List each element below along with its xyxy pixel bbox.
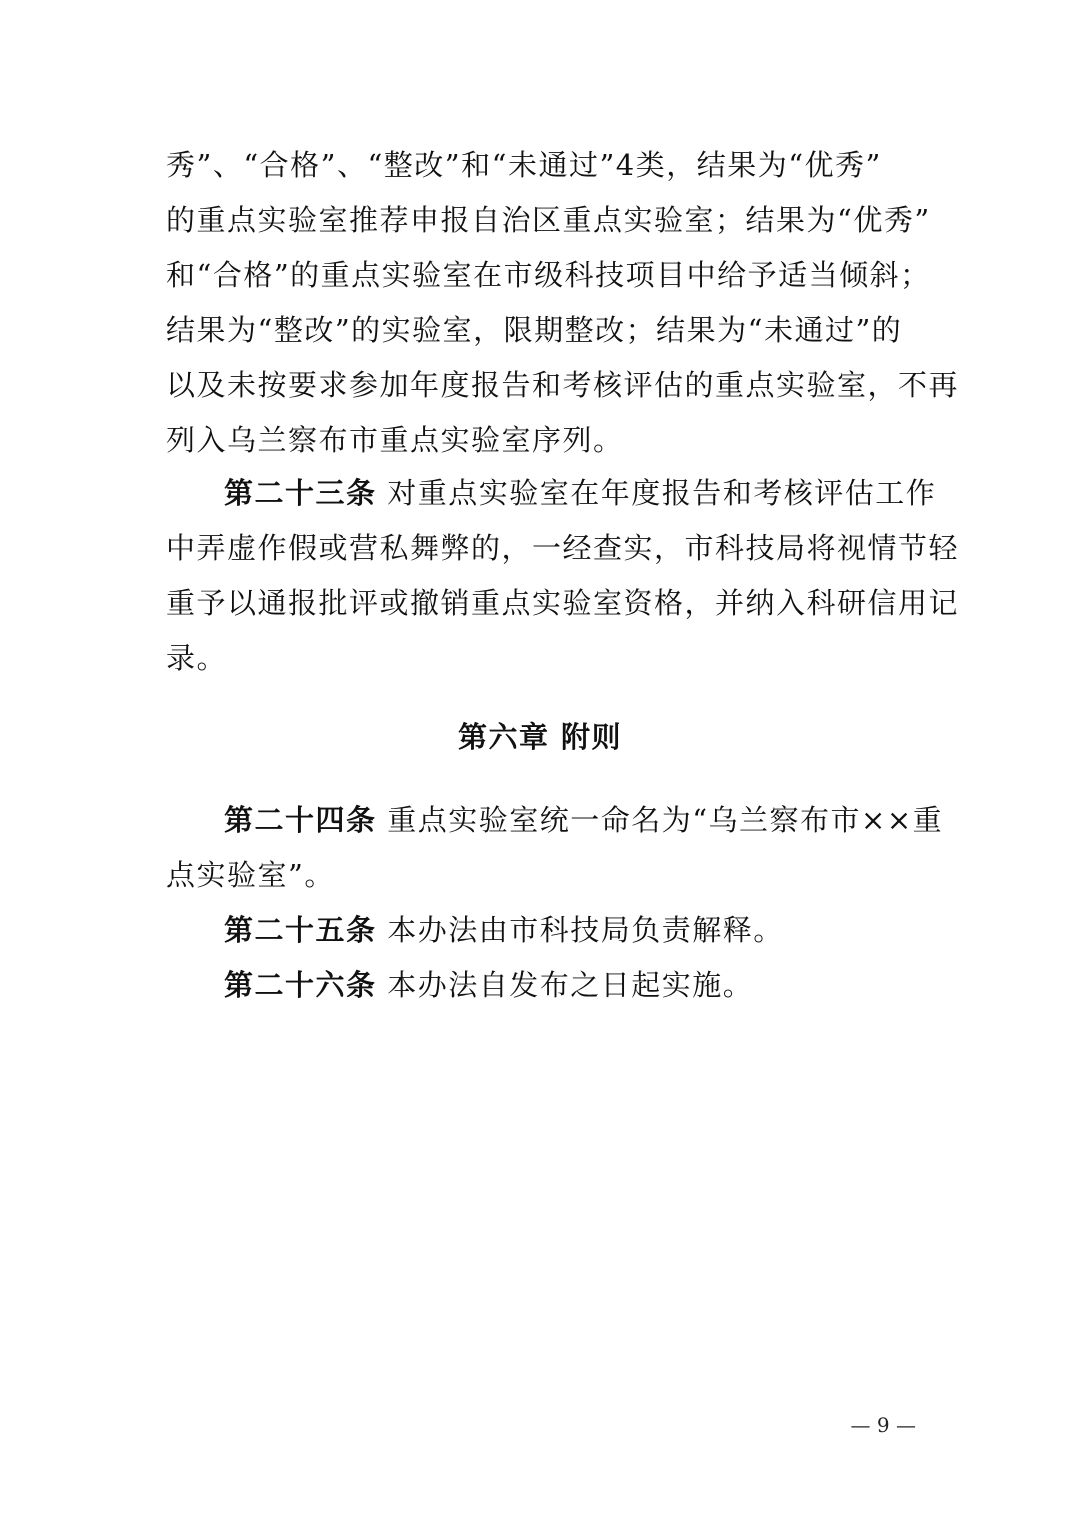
page-number: — 9 — xyxy=(850,1413,916,1437)
text-line: 秀”、“合格”、“整改”和“未通过”4类，结果为“优秀” xyxy=(166,148,882,182)
article-24-label: 第二十四条 xyxy=(224,803,377,837)
paragraph-evaluation-results xyxy=(166,138,960,468)
article-23-label: 第二十三条 xyxy=(224,476,377,510)
article-23-text: 对重点实验室在年度报告和考核评估工作 xyxy=(387,476,937,510)
article-25-text: 本办法由市科技局负责解释。 xyxy=(387,913,784,947)
text-line: 列入乌兰察布市重点实验室序列。 xyxy=(166,423,624,457)
article-25-line xyxy=(166,903,916,958)
article-24-first-line xyxy=(166,793,944,848)
text-line: 重予以通报批评或撤销重点实验室资格，并纳入科研信用记 xyxy=(166,586,960,620)
article-26-line xyxy=(166,958,916,1013)
article-26-text: 本办法自发布之日起实施。 xyxy=(387,968,754,1002)
text-line: 结果为“整改”的实验室，限期整改；结果为“未通过”的 xyxy=(166,313,903,347)
text-line: 中弄虚作假或营私舞弊的，一经查实，市科技局将视情节轻 xyxy=(166,531,960,565)
text-line: 录。 xyxy=(166,641,228,675)
article-25-label: 第二十五条 xyxy=(224,913,377,947)
article-26 xyxy=(166,958,916,1013)
article-24-text: 重点实验室统一命名为“乌兰察布市××重 xyxy=(387,803,944,837)
article-23 xyxy=(166,466,960,686)
article-23-first-line xyxy=(166,466,937,521)
article-25 xyxy=(166,903,916,958)
article-24 xyxy=(166,793,944,903)
chapter-title: 第六章 附则 xyxy=(457,720,623,754)
article-26-label: 第二十六条 xyxy=(224,968,377,1002)
text-line: 的重点实验室推荐申报自治区重点实验室；结果为“优秀” xyxy=(166,203,931,237)
text-line: 以及未按要求参加年度报告和考核评估的重点实验室，不再 xyxy=(166,368,960,402)
text-line: 和“合格”的重点实验室在市级科技项目中给予适当倾斜； xyxy=(166,258,931,292)
text-line: 点实验室”。 xyxy=(166,858,335,892)
